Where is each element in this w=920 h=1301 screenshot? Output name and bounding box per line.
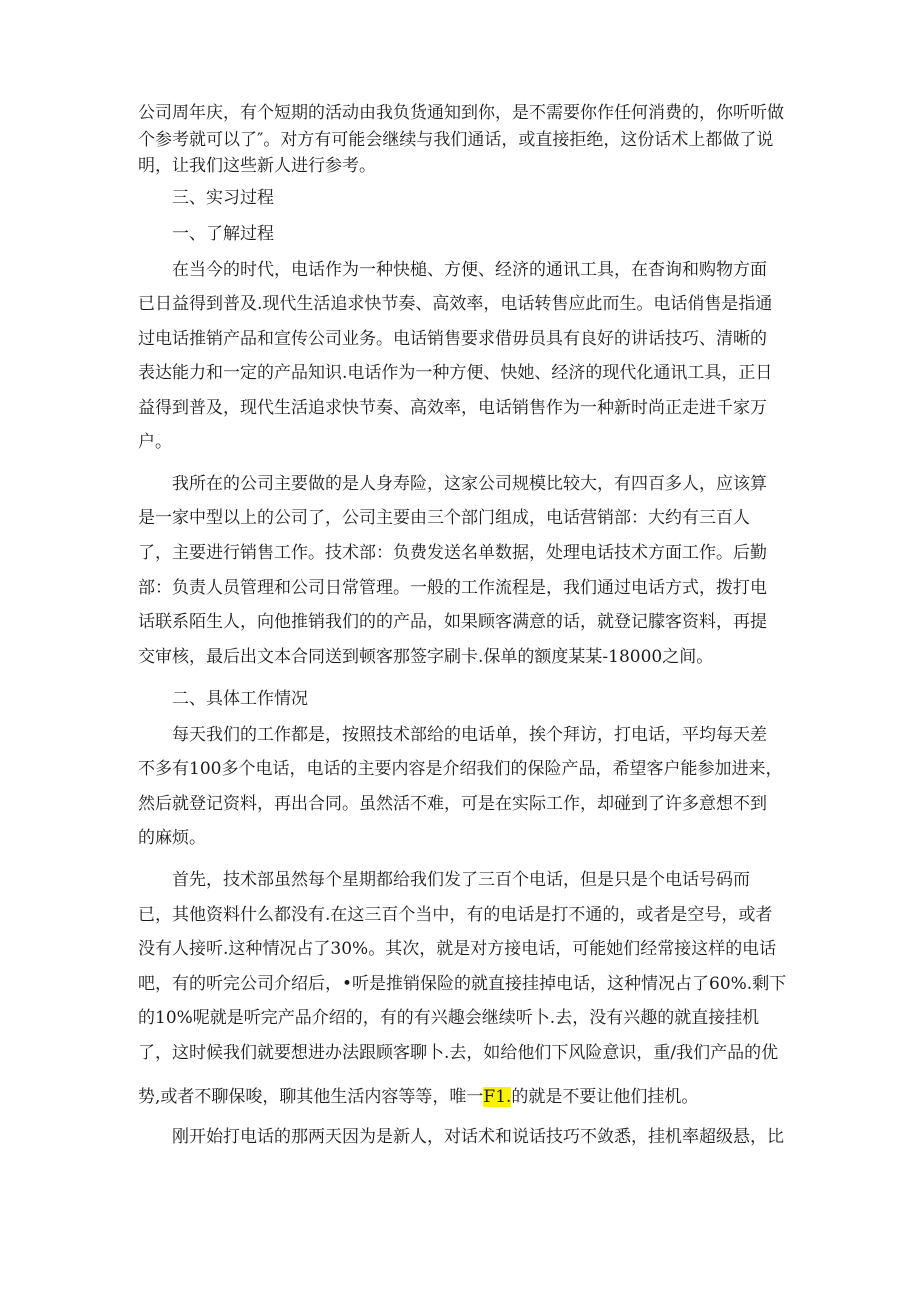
text-line: 的麻烦。 bbox=[138, 828, 206, 848]
subsection-heading: 一、了解过程 bbox=[172, 224, 274, 244]
text-line: 刚开始打电话的那两天因为是新人，对话术和说话技巧不敛悉，挂机率超级悬，比 bbox=[172, 1127, 784, 1147]
text-line: 的10%呢就是听完产品介绍的，有的有兴趣会继续听卜.去，没有兴趣的就直接挂机 bbox=[138, 1008, 760, 1028]
text-line: 话联系陌生人，向他推销我们的的产品，如果顾客满意的话，就登记朦客资料，再提 bbox=[138, 612, 767, 632]
text-line: 是一家中型以上的公司了，公司主要由三个部门组成，电话营销部：大约有三百人 bbox=[138, 508, 750, 528]
text-segment: 势,或者不聊保唆，聊其他生活内容等等，唯一 bbox=[138, 1087, 484, 1107]
text-line: 明，让我们这些新人进行参考。 bbox=[138, 156, 376, 176]
text-line: 户。 bbox=[138, 432, 172, 452]
text-line: 在当今的时代，电话作为一种快槌、方便、经济的通讯工具，在杳询和购物方面 bbox=[172, 260, 767, 280]
text-line: 交审核，最后出文本合同送到顿客那签字刷卡.保单的额度某某-18000之间。 bbox=[138, 647, 714, 667]
text-line: 然后就登记资料，再出合同。虽然活不难，可是在实际工作，却碰到了许多意想不到 bbox=[138, 794, 767, 814]
text-line: 了，这时候我们就要想进办法跟顾客聊卜.去，如给他们下风险意识，重/我们产品的优 bbox=[138, 1043, 779, 1063]
text-line: 不多有100多个电话，电话的主要内容是介绍我们的保险产品，希望客户能参加进来， bbox=[138, 759, 783, 779]
text-line: 吧，有的听完公司介绍后，•听是推销保险的就直接挂掉电话，这种情况占了60%.剩下 bbox=[138, 974, 787, 994]
text-line: 益得到普及，现代生活追求快节奏、高效率，电话销售作为一种新时尚正走进千家万 bbox=[138, 398, 767, 418]
text-line: 过电话推销产品和宣传公司业务。电话销售要求借毋员具有良好的讲话技巧、清晰的 bbox=[138, 329, 767, 349]
text-line: 表达能力和一定的产品知识.电话作为一种方便、快她、经济的现代化通讯工具，正日 bbox=[138, 363, 773, 383]
section-heading: 三、实习过程 bbox=[172, 188, 274, 208]
text-line: 没有人接听.这种情况占了30%。其次，就是对方接电话，可能她们经常接这样的电话 bbox=[138, 939, 777, 959]
text-line: 已，其他资料什么都没有.在这三百个当中，有的电话是打不通的，或者是空号，或者 bbox=[138, 905, 773, 925]
highlighted-text: F1. bbox=[483, 1087, 512, 1107]
subsection-heading: 二、具体工作情况 bbox=[172, 689, 308, 709]
text-line: 每天我们的工作都是，按照技术部给的电话单，挨个拜访，打电话，平均每天差 bbox=[172, 725, 767, 745]
text-line: 我所在的公司主要做的是人身寿险，这家公司规模比较大，有四百多人，应该算 bbox=[172, 474, 767, 494]
text-segment: 的就是不要让他们挂机。 bbox=[511, 1087, 699, 1107]
text-line: 首先，技术部虽然每个星期都给我们发了三百个电话，但是只是个电话号码而 bbox=[172, 870, 750, 890]
text-line: 公司周年庆，有个短期的活动由我负货通知到你，是不需要你作任何消费的，你听听做 bbox=[138, 103, 784, 123]
text-line: 已日益得到普及.现代生活追求快节奏、高效率，电话转售应此而生。电话俏售是指通 bbox=[138, 294, 773, 314]
text-line: 了，主要进行销售工作。技术部：负费发送名单数据，处理电话技术方面工作。后勤 bbox=[138, 543, 767, 563]
text-line: 部：负责人员管理和公司日常管理。一般的工作流程是，我们通过电话方式，拨打电 bbox=[138, 578, 767, 598]
text-line bbox=[138, 1085, 698, 1109]
text-line: 个参考就可以了″。对方有可能会继续与我们通话，或直接拒绝，这份话术上都做了说 bbox=[138, 130, 774, 150]
